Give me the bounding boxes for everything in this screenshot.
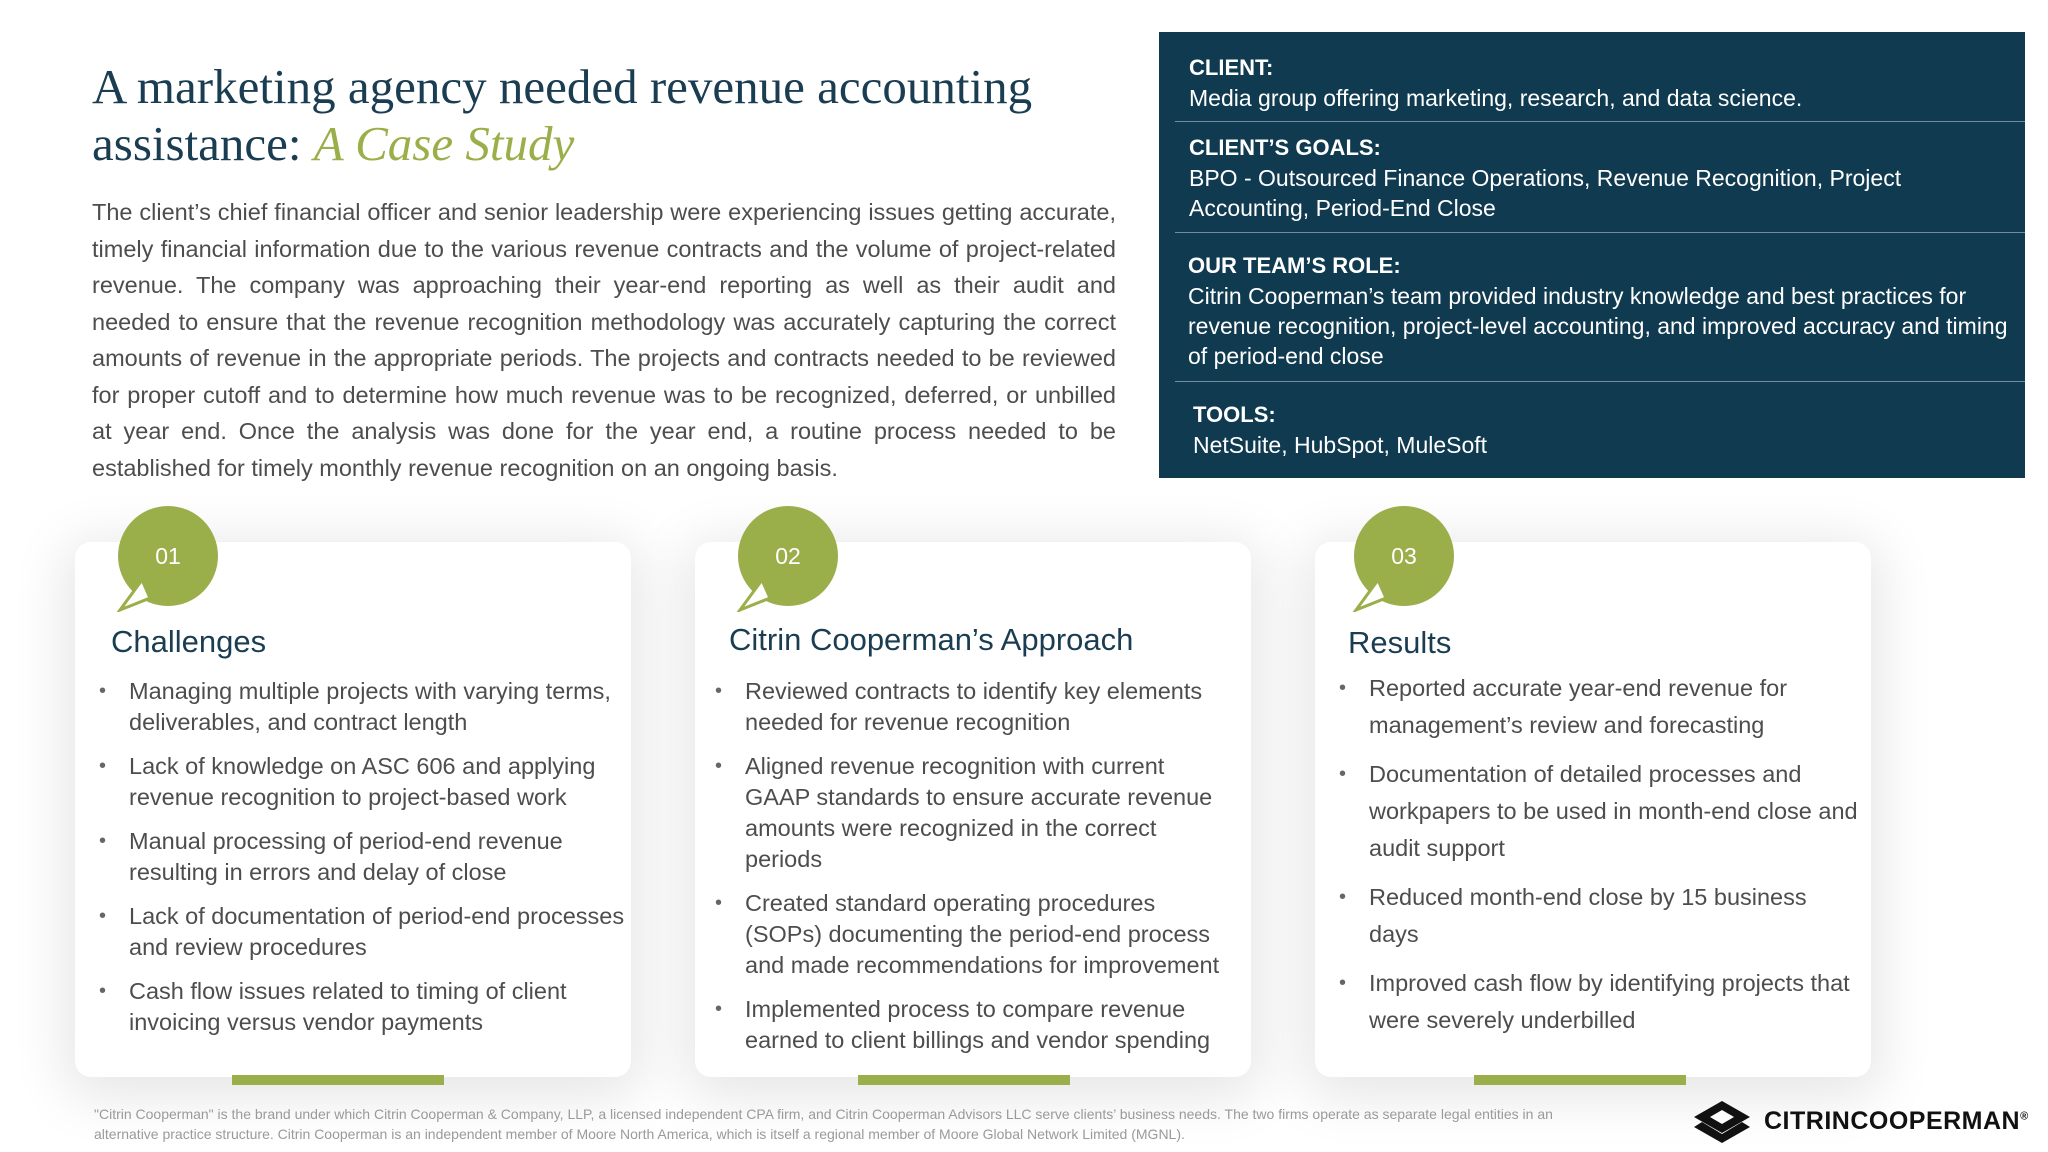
info-divider (1175, 232, 2025, 233)
client-section (1159, 53, 2025, 113)
list-item: • Reduced month-end close by 15 business days (1339, 879, 1859, 953)
list-item: • Cash flow issues related to timing of client invoicing versus vendor payments (99, 976, 639, 1038)
step-badge: 01 (118, 506, 218, 606)
card-title: Challenges (111, 624, 267, 659)
info-divider (1175, 121, 2025, 122)
goals-label: CLIENT’S GOALS: (1189, 135, 1381, 160)
list-item: • Implemented process to compare revenue earned to client billings and vendor spending (715, 994, 1235, 1056)
results-list (1339, 670, 1859, 1039)
list-item: • Managing multiple projects with varying terms, deliverables, and contract length (99, 676, 639, 738)
title-line-1: A marketing agency needed revenue accounting (92, 59, 1033, 114)
challenges-list (99, 676, 639, 1038)
list-item: • Reported accurate year-end revenue for management’s review and forecasting (1339, 670, 1859, 744)
role-label: OUR TEAM’S ROLE: (1188, 253, 1401, 278)
list-item: • Aligned revenue recognition with current GAAP standards to ensure accurate revenue amounts were recognized in the correct periods (715, 751, 1235, 875)
role-section (1159, 251, 2025, 371)
title-prefix: assistance: (92, 116, 314, 171)
list-item: • Manual processing of period-end revenue resulting in errors and delay of close (99, 826, 639, 888)
card-accent-bar (858, 1075, 1070, 1085)
tools-text: NetSuite, HubSpot, MuleSoft (1193, 432, 1488, 458)
logo-mark-icon (1690, 1097, 1756, 1145)
list-item: • Created standard operating procedures (SOPs) documenting the period-end process and made recommendations for improvement (715, 888, 1235, 981)
list-item: • Lack of documentation of period-end processes and review procedures (99, 901, 639, 963)
approach-list (715, 676, 1235, 1056)
citrin-cooperman-logo (1690, 1097, 2030, 1145)
step-badge: 03 (1354, 506, 1454, 606)
title-line-2 (92, 115, 1112, 172)
legal-disclaimer: "Citrin Cooperman" is the brand under which Citrin Cooperman & Company, LLP, a licensed independent CPA firm, and Citrin Cooperman Advisors LLC serve clients’ business needs. The two firms operate as separate legal entities in an alternative practice structure. Citrin Cooperman is an independent member of Moore North America, which is itself a regional member of Moore Global Network Limited (MGNL). (94, 1106, 1553, 1142)
tools-label: TOOLS: (1193, 402, 1276, 427)
goals-section (1159, 133, 2025, 223)
logo-wordmark (1764, 1107, 2029, 1136)
client-label: CLIENT: (1189, 55, 1274, 80)
step-badge: 02 (738, 506, 838, 606)
registered-mark: ® (2020, 1110, 2029, 1123)
intro-paragraph: The client’s chief financial officer and senior leadership were experiencing issues getting accurate, timely financial information due to the various revenue contracts and the volume of project-related revenue. The company was approaching their year-end reporting as well as their audit and needed to ensure that the revenue recognition methodology was accurately capturing the correct amounts of revenue in the appropriate periods. The projects and contracts needed to be reviewed for proper cutoff and to determine how much revenue was to be recognized, deferred, or unbilled at year end. Once the analysis was done for the year end, a routine process needed to be established for timely monthly revenue recognition on an ongoing basis. (92, 199, 1116, 481)
page-title (92, 58, 1112, 172)
list-item: • Lack of knowledge on ASC 606 and applying revenue recognition to project-based work (99, 751, 639, 813)
badge-pointer-icon (114, 576, 154, 612)
card-accent-bar (1474, 1075, 1686, 1085)
logo-text: CITRINCOOPERMAN (1764, 1107, 2021, 1135)
title-accent: A Case Study (313, 116, 575, 171)
info-divider (1175, 381, 2025, 382)
badge-pointer-icon (1350, 576, 1390, 612)
list-item: • Improved cash flow by identifying projects that were severely underbilled (1339, 965, 1859, 1039)
goals-text: BPO - Outsourced Finance Operations, Revenue Recognition, Project Accounting, Period-End Close (1189, 165, 1902, 221)
client-text: Media group offering marketing, research, and data science. (1189, 85, 1803, 111)
card-accent-bar (232, 1075, 444, 1085)
badge-pointer-icon (734, 576, 774, 612)
role-text: Citrin Cooperman’s team provided industry knowledge and best practices for revenue recognition, project-level accounting, and improved accuracy and timing of period-end close (1188, 283, 2008, 369)
card-title: Results (1348, 625, 1452, 660)
card-title: Citrin Cooperman’s Approach (729, 622, 1134, 657)
client-info-box (1159, 32, 2025, 478)
list-item: • Documentation of detailed processes and workpapers to be used in month-end close and audit support (1339, 756, 1859, 867)
list-item: • Reviewed contracts to identify key elements needed for revenue recognition (715, 676, 1235, 738)
tools-section (1159, 400, 2025, 460)
